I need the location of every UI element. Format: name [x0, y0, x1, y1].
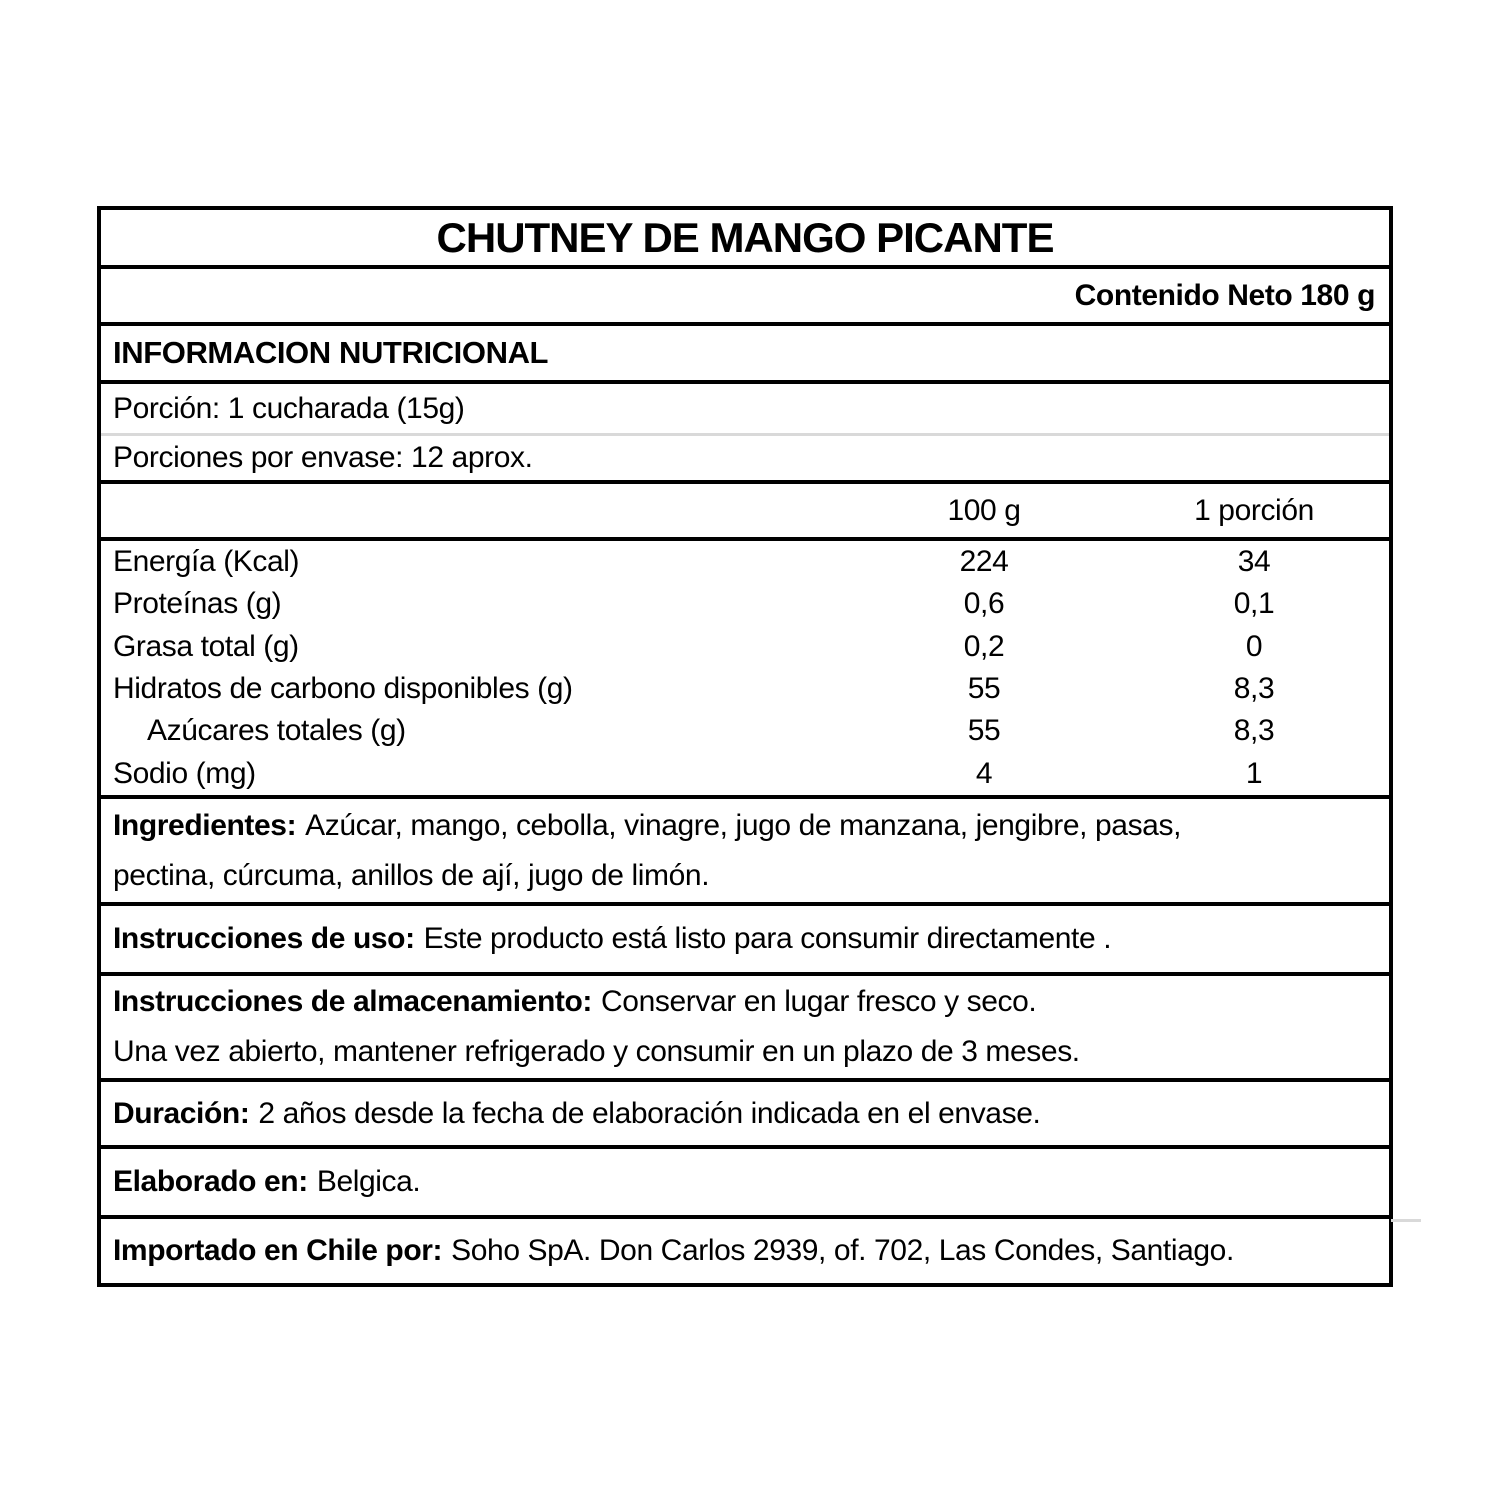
divider-artifact	[1391, 1219, 1421, 1222]
info-section-label: Ingredientes:	[113, 808, 297, 842]
info-section-line2: Una vez abierto, mantener refrigerado y consumir en un plazo de 3 meses.	[113, 1035, 1080, 1068]
info-section-label: Importado en Chile por:	[113, 1234, 443, 1267]
nutrient-rows	[101, 541, 1389, 799]
serving-size-row	[101, 384, 1389, 436]
info-section-row	[101, 799, 1389, 906]
info-section-line1	[113, 914, 1377, 964]
nutrient-value-100g: 0,6	[963, 587, 1005, 621]
product-title-text: CHUTNEY DE MANGO PICANTE	[436, 213, 1054, 261]
nutrient-name: Energía (Kcal)	[113, 545, 300, 579]
nutrition-info-header-text: INFORMACION NUTRICIONAL	[113, 335, 549, 370]
info-sections	[101, 799, 1389, 1283]
column-header-row	[101, 484, 1389, 541]
nutrition-label	[97, 206, 1393, 1287]
nutrient-value-portion: 8,3	[1233, 714, 1275, 748]
info-section-line1	[113, 801, 1377, 851]
info-section-row	[101, 1082, 1389, 1149]
info-section-text: Belgica.	[316, 1165, 421, 1198]
nutrient-name: Sodio (mg)	[113, 756, 256, 790]
info-section-label: Elaborado en:	[113, 1165, 308, 1198]
info-section-row	[101, 1219, 1389, 1283]
nutrition-info-header	[101, 326, 1389, 384]
column-header-portion: 1 porción	[1194, 493, 1314, 527]
serving-size-text: Porción: 1 cucharada (15g)	[113, 391, 465, 425]
info-section-line1	[113, 1226, 1377, 1276]
nutrient-name: Hidratos de carbono disponibles (g)	[113, 672, 573, 706]
nutrient-value-portion: 1	[1245, 756, 1263, 790]
info-section-text: Soho SpA. Don Carlos 2939, of. 702, Las Condes, Santiago.	[451, 1234, 1234, 1267]
servings-per-container-row	[101, 436, 1389, 484]
nutrient-row	[101, 668, 1389, 710]
info-section-row	[101, 1149, 1389, 1219]
nutrient-value-portion: 0	[1245, 629, 1263, 663]
column-header-100g: 100 g	[947, 493, 1021, 527]
nutrient-row	[101, 710, 1389, 752]
nutrient-value-portion: 34	[1237, 545, 1271, 579]
nutrient-value-portion: 8,3	[1233, 672, 1275, 706]
nutrient-value-100g: 55	[967, 672, 1001, 706]
nutrient-name: Azúcares totales (g)	[147, 714, 406, 748]
info-section-line2: pectina, cúrcuma, anillos de ají, jugo de limón.	[113, 858, 710, 892]
info-section-label: Instrucciones de almacenamiento:	[113, 985, 593, 1018]
nutrient-row	[101, 753, 1389, 795]
info-section-text: Conservar en lugar fresco y seco.	[601, 985, 1037, 1018]
nutrient-row	[101, 541, 1389, 583]
info-section-label: Instrucciones de uso:	[113, 922, 415, 955]
nutrient-row	[101, 626, 1389, 668]
nutrient-name: Grasa total (g)	[113, 629, 299, 663]
info-section-line1	[113, 977, 1377, 1027]
info-section-text: Este producto está listo para consumir directamente .	[423, 922, 1112, 955]
nutrient-row	[101, 583, 1389, 625]
info-section-text: Azúcar, mango, cebolla, vinagre, jugo de manzana, jengibre, pasas,	[305, 808, 1181, 842]
nutrient-value-100g: 55	[967, 714, 1001, 748]
nutrient-value-100g: 224	[959, 545, 1009, 579]
info-section-row	[101, 906, 1389, 976]
servings-per-container-text: Porciones por envase: 12 aprox.	[113, 441, 533, 474]
info-section-line1	[113, 1157, 1377, 1207]
product-title	[101, 210, 1389, 269]
nutrient-name: Proteínas (g)	[113, 587, 282, 621]
nutrient-value-100g: 4	[975, 756, 993, 790]
nutrient-value-portion: 0,1	[1233, 587, 1275, 621]
info-section-line1	[113, 1089, 1377, 1139]
net-content-text: Contenido Neto 180 g	[1074, 278, 1375, 312]
info-section-text: 2 años desde la fecha de elaboración indicada en el envase.	[258, 1096, 1041, 1130]
info-section-label: Duración:	[113, 1096, 250, 1130]
nutrient-value-100g: 0,2	[963, 629, 1005, 663]
info-section-row	[101, 976, 1389, 1082]
net-content-row	[101, 269, 1389, 326]
